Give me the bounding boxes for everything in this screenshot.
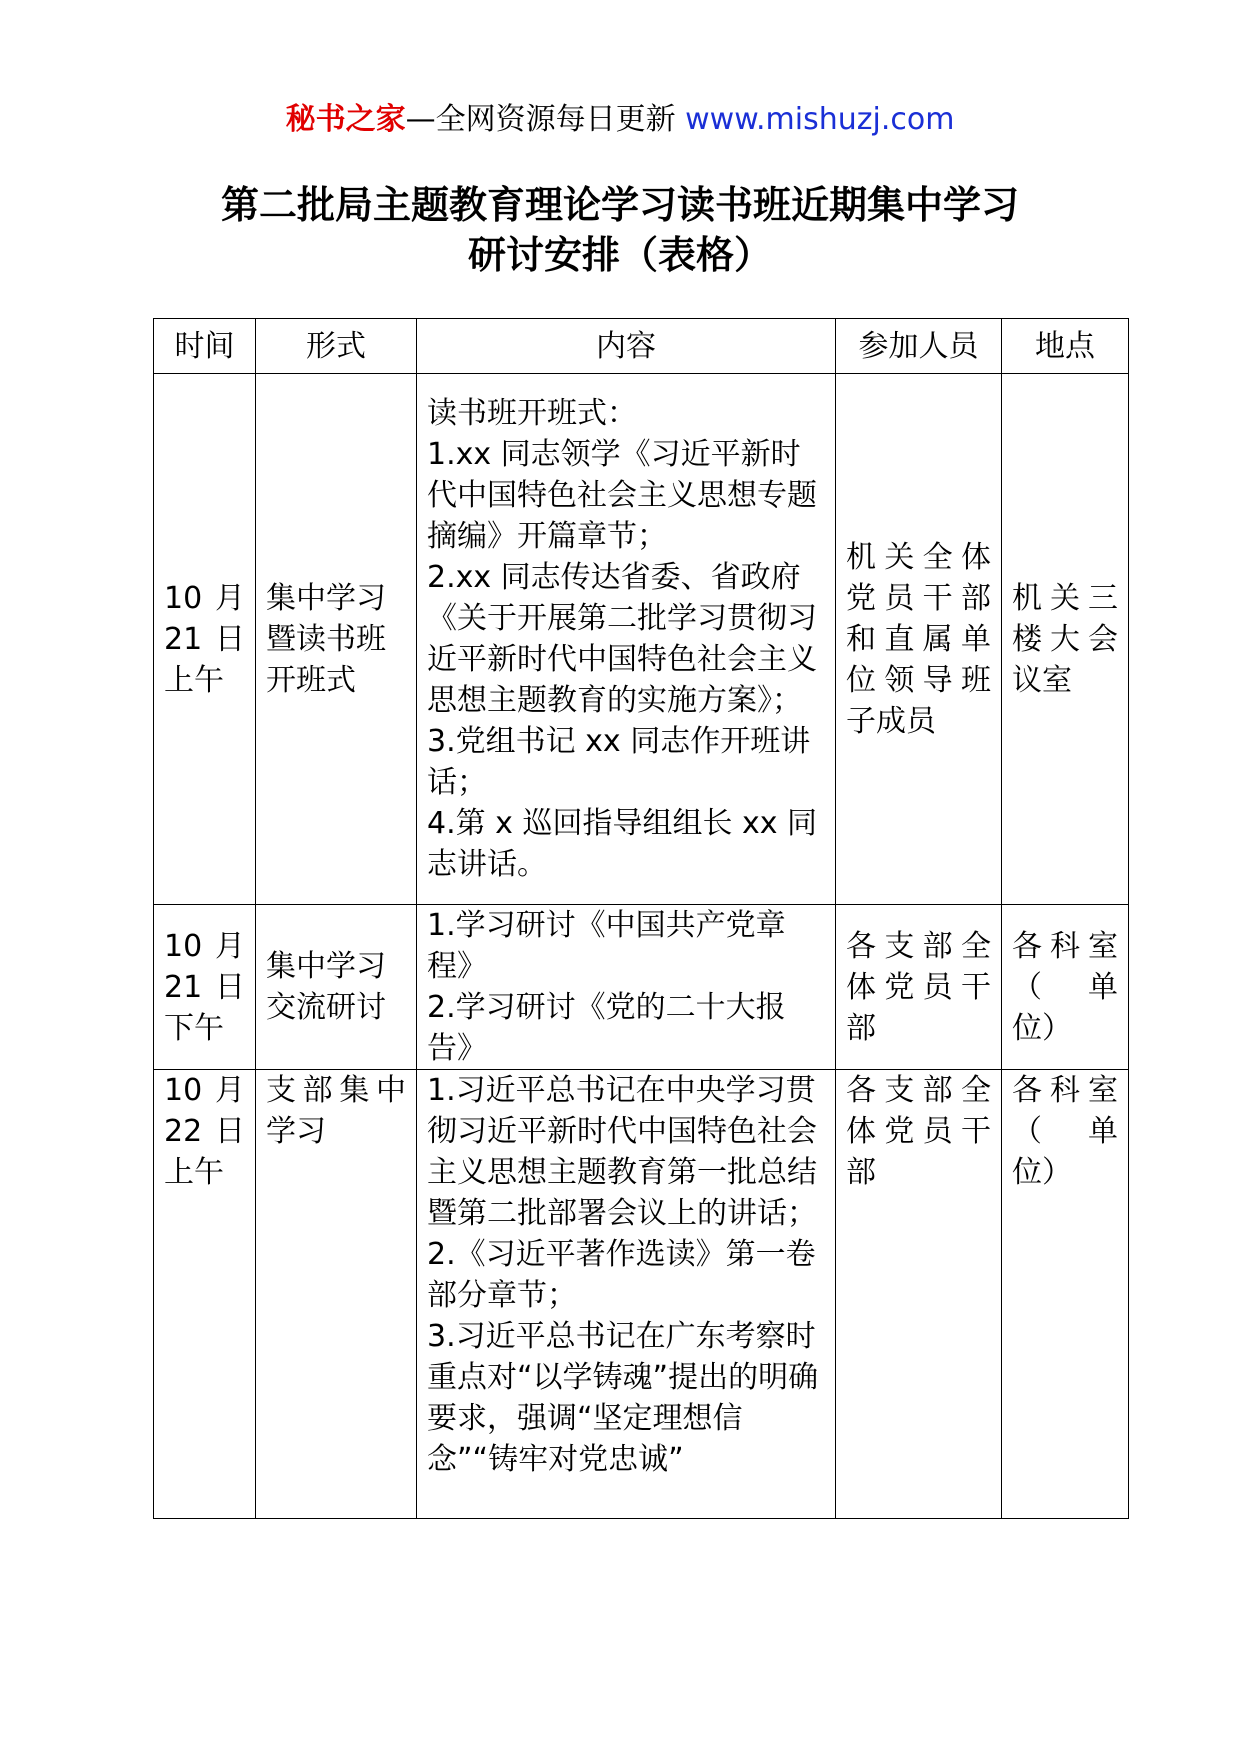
people-cell: 机关全体党员干部和直属单位领导班子成员	[836, 374, 1002, 905]
form-cell: 支部集中学习	[256, 1070, 417, 1519]
content-item: 1.习近平总书记在中央学习贯彻习近平新时代中国特色社会主义思想主题教育第一批总结暨第二批部署会议上的讲话；	[427, 1073, 817, 1231]
place-cell: 机关三楼大会议室	[1002, 374, 1129, 905]
content-item: 2.xx 同志传达省委、省政府《关于开展第二批学习贯彻习近平新时代中国特色社会主义思想主题教育的实施方案》；	[427, 560, 817, 718]
form-cell: 集中学习暨读书班开班式	[256, 374, 417, 905]
people-cell: 各支部全体党员干部	[836, 1070, 1002, 1519]
content-item: 1.学习研讨《中国共产党章程》	[427, 908, 786, 984]
site-url-link[interactable]: www.mishuzj.com	[685, 102, 955, 137]
form-cell: 集中学习交流研讨	[256, 905, 417, 1070]
content-item: 4.第 x 巡回指导组组长 xx 同志讲话。	[427, 806, 818, 882]
site-header	[0, 100, 1240, 140]
content-item: 2.学习研讨《党的二十大报告》	[427, 990, 786, 1066]
content-item: 3.习近平总书记在广东考察时重点对“以学铸魂”提出的明确要求，强调“坚定理想信念”“铸牢对党忠诚”	[427, 1319, 819, 1477]
table-row	[154, 1070, 1129, 1519]
document-title	[0, 180, 1240, 280]
content-item: 1.xx 同志领学《习近平新时代中国特色社会主义思想专题摘编》开篇章节；	[427, 437, 817, 554]
table-row	[154, 374, 1129, 905]
content-cell	[417, 374, 836, 905]
table-row	[154, 905, 1129, 1070]
content-item: 2.《习近平著作选读》第一卷部分章节；	[427, 1237, 816, 1313]
table-header-row	[154, 319, 1129, 374]
brand-name: 秘书之家	[285, 102, 406, 137]
header-content: 内容	[417, 319, 836, 374]
time-cell: 10 月 22 日上午	[154, 1070, 256, 1519]
title-line-2: 研讨安排（表格）	[467, 233, 772, 277]
title-line-1: 第二批局主题教育理论学习读书班近期集中学习	[220, 183, 1019, 227]
header-people: 参加人员	[836, 319, 1002, 374]
schedule-table	[153, 318, 1129, 1519]
time-cell: 10 月 21 日下午	[154, 905, 256, 1070]
header-form: 形式	[256, 319, 417, 374]
content-cell	[417, 905, 836, 1070]
place-cell: 各科室（ 单位）	[1002, 905, 1129, 1070]
place-cell: 各科室（ 单位）	[1002, 1070, 1129, 1519]
content-item: 3.党组书记 xx 同志作开班讲话；	[427, 724, 811, 800]
content-cell	[417, 1070, 836, 1519]
header-time: 时间	[154, 319, 256, 374]
content-item: 读书班开班式：	[427, 396, 637, 431]
header-slogan: —全网资源每日更新	[405, 102, 676, 137]
header-place: 地点	[1002, 319, 1129, 374]
time-cell: 10 月 21 日上午	[154, 374, 256, 905]
people-cell: 各支部全体党员干部	[836, 905, 1002, 1070]
